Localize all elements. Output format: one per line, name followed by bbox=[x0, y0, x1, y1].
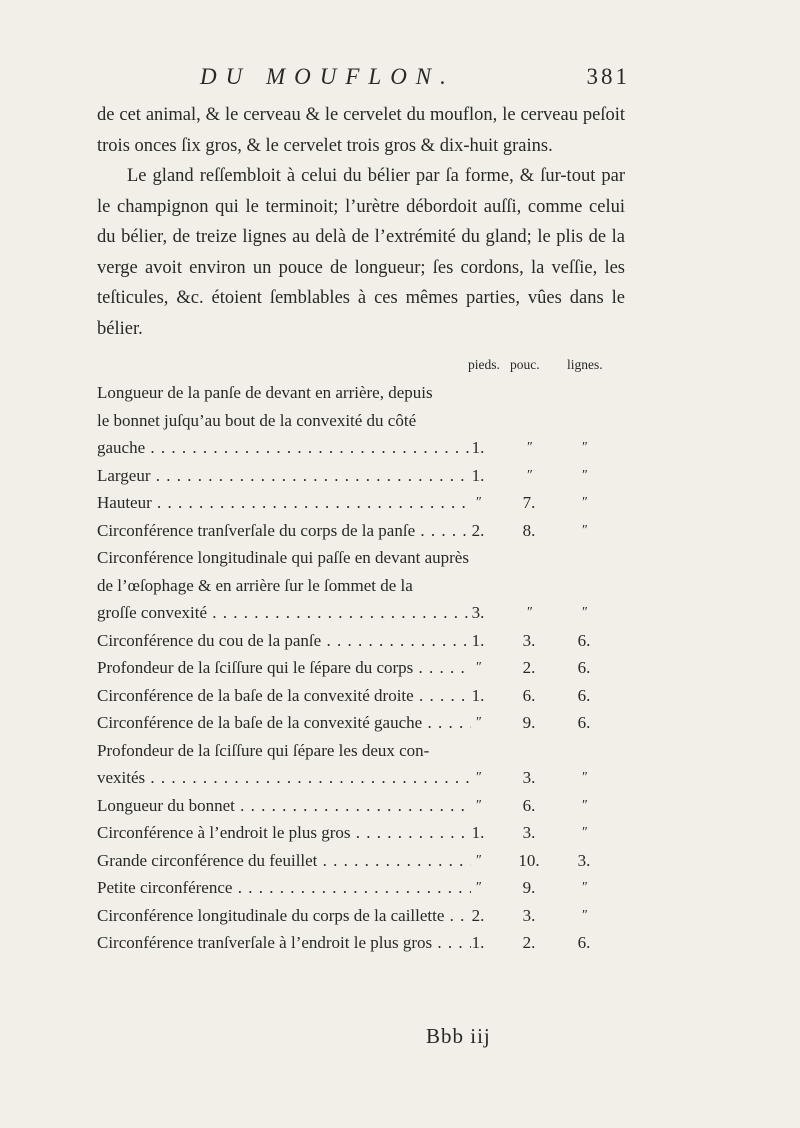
table-header bbox=[97, 357, 662, 379]
row-label-line: Petite circonférence . . . bbox=[97, 874, 471, 902]
table-row bbox=[97, 847, 662, 875]
row-label bbox=[97, 682, 471, 710]
row-label bbox=[97, 737, 471, 792]
table-row bbox=[97, 462, 662, 490]
table-body bbox=[97, 379, 662, 957]
cell-inches: ″ bbox=[526, 440, 532, 455]
cell-feet: 2. bbox=[471, 520, 485, 540]
cell-feet: 1. bbox=[471, 438, 485, 457]
cell-lines: ″ bbox=[581, 467, 587, 483]
cell-feet: 1. bbox=[471, 465, 485, 485]
table-row bbox=[97, 709, 662, 737]
row-label bbox=[97, 489, 471, 517]
row-label-line: Hauteur . . . bbox=[97, 489, 471, 517]
cell-inches: 2. bbox=[522, 933, 536, 952]
cell-inches: 9. bbox=[522, 713, 536, 732]
row-label-line: groſſe convexité . . . bbox=[97, 599, 471, 627]
column-header-feet: pieds. bbox=[468, 357, 500, 372]
cell-feet: 1. bbox=[471, 685, 485, 705]
row-label bbox=[97, 379, 471, 462]
cell-inches: 8. bbox=[522, 520, 536, 540]
row-label bbox=[97, 929, 471, 957]
cell-lines: 6. bbox=[577, 630, 591, 650]
cell-feet: ″ bbox=[475, 495, 481, 510]
row-label bbox=[97, 462, 471, 490]
row-label-line: Grande circonférence du feuillet . . . bbox=[97, 847, 471, 875]
body-text bbox=[97, 100, 625, 344]
table-row bbox=[97, 737, 662, 792]
table-row bbox=[97, 819, 662, 847]
cell-lines: 6. bbox=[577, 713, 591, 732]
page-number: 381 bbox=[586, 64, 630, 89]
row-label-line: Longueur de la panſe de devant en arrière, depuis bbox=[97, 383, 433, 402]
cell-feet: ″ bbox=[475, 880, 481, 895]
cell-inches: ″ bbox=[526, 605, 532, 620]
cell-feet: 1. bbox=[471, 823, 485, 842]
table-row bbox=[97, 489, 662, 517]
row-label bbox=[97, 847, 471, 875]
table-row bbox=[97, 874, 662, 902]
cell-feet: ″ bbox=[475, 852, 481, 868]
cell-lines: ″ bbox=[581, 522, 587, 538]
cell-feet: 1. bbox=[471, 933, 485, 952]
row-label-line: vexités . . . bbox=[97, 764, 471, 792]
paragraph: Le gland reſſembloit à celui du bélier par ſa forme, & ſur-tout par le champignon qui le terminoit; l’urètre débordoit auſſi, comme celui du bélier, de treize lignes au delà de l’extrémité du gland; le plis de la verge avoit environ un pouce de longueur; ſes cordons, la veſſie, les teſticules, &c. étoient ſemblables à ces mêmes parties, vûes dans le bélier. bbox=[97, 166, 625, 339]
cell-lines: ″ bbox=[581, 605, 587, 620]
row-label-line: Circonférence de la baſe de la convexité droite . . . bbox=[97, 682, 471, 710]
row-label-line: Circonférence longitudinale qui paſſe en devant auprès bbox=[97, 548, 469, 567]
table-row bbox=[97, 792, 662, 820]
cell-inches: ″ bbox=[526, 467, 532, 483]
row-label bbox=[97, 819, 471, 847]
cell-feet: ″ bbox=[475, 715, 481, 730]
table-row bbox=[97, 544, 662, 627]
paragraph: de cet animal, & le cerveau & le cervelet du mouflon, le cerveau peſoit trois onces ſix gros, & le cervelet trois gros & dix-huit grains. bbox=[97, 105, 625, 156]
cell-feet: 2. bbox=[471, 905, 485, 925]
row-label bbox=[97, 544, 471, 627]
running-title: DU MOUFLON. bbox=[200, 64, 455, 89]
cell-inches: 2. bbox=[522, 658, 536, 677]
row-label bbox=[97, 517, 471, 545]
cell-lines: ″ bbox=[581, 825, 587, 840]
running-head bbox=[200, 64, 630, 98]
measurement-table bbox=[97, 357, 662, 957]
cell-lines: 3. bbox=[577, 850, 591, 870]
cell-inches: 10. bbox=[518, 850, 540, 870]
row-label bbox=[97, 792, 471, 820]
column-header-lines: lignes. bbox=[567, 357, 603, 372]
row-label-line: Profondeur de la ſciſſure qui le ſépare du corps . . . bbox=[97, 654, 471, 682]
cell-lines: ″ bbox=[581, 440, 587, 455]
cell-lines: 6. bbox=[577, 685, 591, 705]
row-label bbox=[97, 654, 471, 682]
table-row bbox=[97, 902, 662, 930]
cell-inches: 6. bbox=[522, 685, 536, 705]
row-label-line: Largeur . . . bbox=[97, 462, 471, 490]
row-label-line: gauche . . . bbox=[97, 434, 471, 462]
cell-lines: ″ bbox=[581, 880, 587, 895]
table-row bbox=[97, 654, 662, 682]
column-header-inches: pouc. bbox=[510, 357, 540, 372]
table-row bbox=[97, 682, 662, 710]
cell-feet: 3. bbox=[471, 603, 485, 622]
cell-inches: 7. bbox=[522, 493, 536, 512]
table-row bbox=[97, 929, 662, 957]
row-label-line: Circonférence de la baſe de la convexité gauche . . . bbox=[97, 709, 471, 737]
signature-mark: Bbb iij bbox=[426, 1024, 491, 1048]
row-label bbox=[97, 709, 471, 737]
cell-inches: 3. bbox=[522, 768, 536, 787]
row-label-line: Circonférence tranſverſale du corps de la panſe . . . bbox=[97, 517, 471, 545]
cell-inches: 3. bbox=[522, 905, 536, 925]
row-label bbox=[97, 874, 471, 902]
row-label-line: de l’œſophage & en arrière ſur le ſommet de la bbox=[97, 575, 413, 595]
cell-inches: 9. bbox=[522, 878, 536, 897]
table-row bbox=[97, 517, 662, 545]
cell-feet: ″ bbox=[475, 797, 481, 813]
cell-inches: 3. bbox=[522, 630, 536, 650]
row-label-line: Circonférence tranſverſale à l’endroit le plus gros . . . bbox=[97, 929, 471, 957]
cell-feet: ″ bbox=[475, 660, 481, 675]
row-label-line: Profondeur de la ſciſſure qui ſépare les deux con- bbox=[97, 740, 430, 760]
cell-lines: ″ bbox=[581, 797, 587, 813]
table-row bbox=[97, 379, 662, 462]
cell-lines: 6. bbox=[577, 933, 591, 952]
cell-lines: ″ bbox=[581, 770, 587, 785]
row-label bbox=[97, 627, 471, 655]
row-label-line: Longueur du bonnet . . . bbox=[97, 792, 471, 820]
cell-feet: ″ bbox=[475, 770, 481, 785]
cell-lines: ″ bbox=[581, 495, 587, 510]
row-label bbox=[97, 902, 471, 930]
cell-lines: ″ bbox=[581, 907, 587, 923]
cell-feet: 1. bbox=[471, 630, 485, 650]
table-row bbox=[97, 627, 662, 655]
row-label-line: Circonférence longitudinale du corps de la caillette . . . bbox=[97, 902, 471, 930]
cell-inches: 6. bbox=[522, 795, 536, 815]
row-label-line: Circonférence à l’endroit le plus gros . . . bbox=[97, 819, 471, 847]
cell-inches: 3. bbox=[522, 823, 536, 842]
cell-lines: 6. bbox=[577, 658, 591, 677]
row-label-line: Circonférence du cou de la panſe . . . bbox=[97, 627, 471, 655]
row-label-line: le bonnet juſqu’au bout de la convexité du côté bbox=[97, 410, 417, 430]
